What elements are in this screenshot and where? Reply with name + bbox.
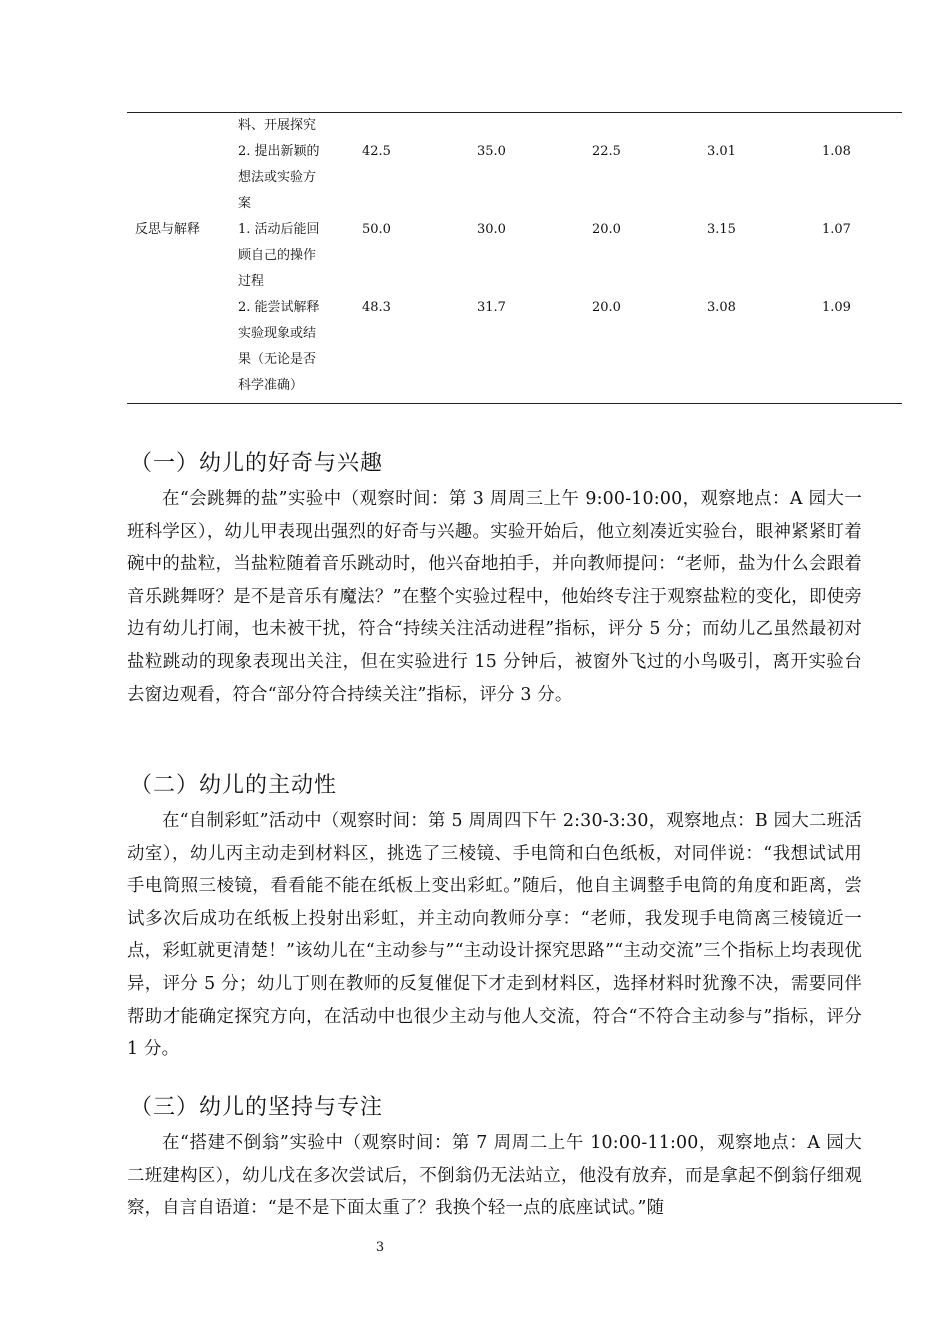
page-number: 3	[375, 1240, 385, 1255]
table-cell-value: 48.3	[362, 300, 391, 315]
section-paragraph: 在“搭建不倒翁”实验中（观察时间：第 7 周周二上午 10:00-11:00，观察地点：A 园大二班建构区），幼儿戊在多次尝试后，不倒翁仍无法站立，他没有放弃，而是拿起不倒翁仔细观察，自言自语道：“是不是下面太重了？我换个轻一点的底座试试。”随	[127, 1133, 862, 1219]
table	[127, 112, 902, 404]
section-heading: （二）幼儿的主动性	[130, 773, 338, 798]
table-body	[127, 113, 902, 404]
item-text: 2. 提出新颖的 想法或实验方 案	[238, 144, 320, 211]
section-heading: （一）幼儿的好奇与兴趣	[130, 451, 384, 476]
item-text: 料、开展探究	[238, 118, 317, 133]
section-heading: （三）幼儿的坚持与专注	[130, 1095, 384, 1120]
table-cell-value: 30.0	[477, 222, 506, 237]
table-cell-value: 42.5	[362, 144, 391, 159]
table-cell-value: 3.01	[707, 144, 736, 159]
results-table	[127, 112, 860, 404]
table-cell-value	[465, 113, 580, 140]
table-cell-value	[580, 113, 695, 140]
item-text: 1. 活动后能回 顾自己的操作 过程	[238, 222, 320, 289]
table-cell-item	[238, 113, 350, 140]
table-cell-value: 20.0	[592, 300, 621, 315]
table-cell-category: 反思与解释	[135, 222, 201, 237]
table-cell-value: 3.15	[707, 222, 736, 237]
table-cell-item	[238, 217, 350, 295]
section-paragraph: 在“会跳舞的盐”实验中（观察时间：第 3 周周三上午 9:00-10:00，观察地点：A 园大一班科学区），幼儿甲表现出强烈的好奇与兴趣。实验开始后，他立刻凑近实验台，眼神紧紧盯着碗中的盐粒，当盐粒随着音乐跳动时，他兴奋地拍手，并向教师提问：“老师，盐为什么会跟着音乐跳舞呀？是不是音乐有魔法？”在整个实验过程中，他始终专注于观察盐粒的变化，即使旁边有幼儿打闹，也未被干扰，符合“持续关注活动进程”指标，评分 5 分；而幼儿乙虽然最初对盐粒跳动的现象表现出关注，但在实验进行 15 分钟后，被窗外飞过的小鸟吸引，离开实验台去窗边观看，符合“部分符合持续关注”指标，评分 3 分。	[127, 489, 862, 705]
table-row	[127, 139, 902, 217]
item-text: 2. 能尝试解释 实验现象或结 果（无论是否 科学准确）	[238, 300, 320, 393]
table-cell-category	[127, 113, 238, 140]
table-cell-value	[350, 113, 465, 140]
table-cell-value: 3.08	[707, 300, 736, 315]
table-cell-value	[695, 113, 810, 140]
table-cell-value	[810, 113, 902, 140]
table-cell-item	[238, 295, 350, 404]
table-cell-value: 20.0	[592, 222, 621, 237]
table-cell-category	[127, 295, 238, 404]
table-row	[127, 113, 902, 140]
table-cell-value: 1.08	[822, 144, 851, 159]
table-row	[127, 295, 902, 404]
table-cell-value: 1.09	[822, 300, 851, 315]
table-cell-item	[238, 139, 350, 217]
table-cell-value: 35.0	[477, 144, 506, 159]
table-cell-value: 1.07	[822, 222, 851, 237]
section-paragraph: 在“自制彩虹”活动中（观察时间：第 5 周周四下午 2:30-3:30，观察地点：B 园大二班活动室），幼儿丙主动走到材料区，挑选了三棱镜、手电筒和白色纸板，对同伴说：“我想试试用手电筒照三棱镜，看看能不能在纸板上变出彩虹。”随后，他自主调整手电筒的角度和距离，尝试多次后成功在纸板上投射出彩虹，并主动向教师分享：“老师，我发现手电筒离三棱镜近一点，彩虹就更清楚！”该幼儿在“主动参与”“主动设计探究思路”“主动交流”三个指标上均表现优异，评分 5 分；幼儿丁则在教师的反复催促下才走到材料区，选择材料时犹豫不决，需要同伴帮助才能确定探究方向，在活动中也很少主动与他人交流，符合“不符合主动参与”指标，评分 1 分。	[127, 811, 862, 1060]
table-cell-category	[127, 139, 238, 217]
table-cell-value: 22.5	[592, 144, 621, 159]
table-row	[127, 217, 902, 295]
table-cell-value: 31.7	[477, 300, 506, 315]
table-cell-value: 50.0	[362, 222, 391, 237]
